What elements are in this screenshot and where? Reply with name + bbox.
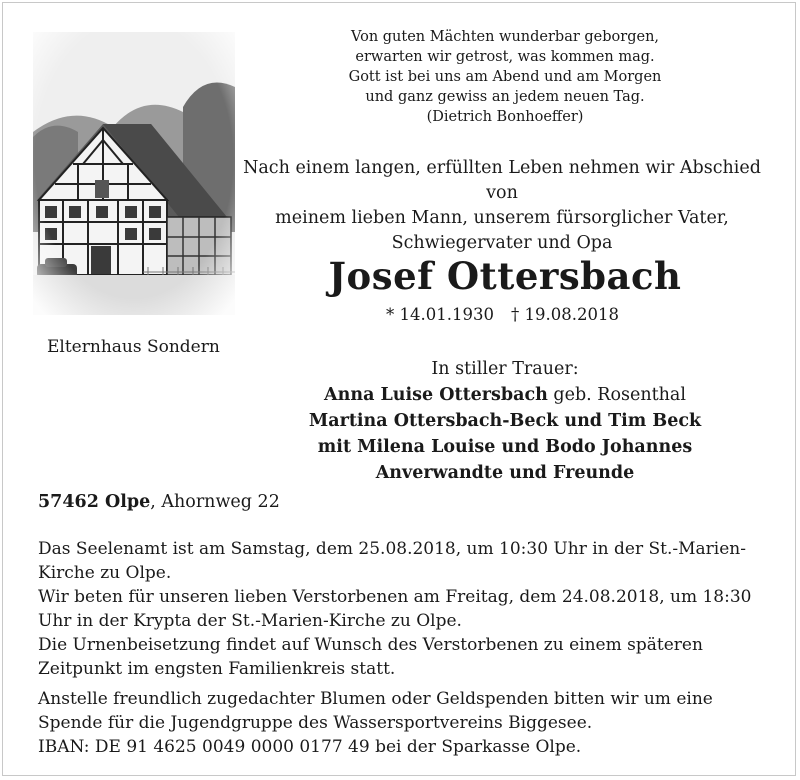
intro-line: Schwiegervater und Opa (391, 233, 613, 253)
mourner-widow-maiden: geb. Rosenthal (547, 385, 686, 405)
address-city: 57462 Olpe (38, 492, 151, 512)
mourners-heading: In stiller Trauer: (431, 359, 579, 379)
poem-line: und ganz gewiss an jedem neuen Tag. (365, 89, 645, 105)
deceased-name: Josef Ottersbach (328, 254, 682, 298)
mourner-line: mit Milena Louise und Bodo Johannes (317, 437, 693, 457)
mourner-widow-name: Anna Luise Ottersbach (324, 385, 548, 405)
donation-line: Anstelle freundlich zugedachter Blumen oder Geldspenden bitten wir um eine Spende für die Jugendgruppe des Wassersportvereins Biggesee. (38, 689, 713, 733)
death-date: † 19.08.2018 (511, 305, 619, 324)
mourner-line (280, 382, 730, 408)
intro-line: Nach einem langen, erfüllten Leben nehmen wir Abschied von (243, 158, 761, 203)
mourner-line: Anverwandte und Freunde (375, 463, 635, 483)
photo-caption: Elternhaus Sondern (47, 337, 220, 357)
mourner-line: Martina Ottersbach-Beck und Tim Beck (308, 411, 702, 431)
service-paragraph: Die Urnenbeisetzung findet auf Wunsch des Verstorbenen zu einem späteren Zeitpunkt im engsten Familienkreis statt. (38, 635, 703, 679)
address-street: , Ahornweg 22 (150, 492, 280, 512)
service-details (38, 537, 773, 681)
poem-line: Gott ist bei uns am Abend und am Morgen (348, 69, 662, 85)
family-address (38, 492, 280, 512)
house-photo (33, 32, 235, 315)
service-paragraph: Das Seelenamt ist am Samstag, dem 25.08.2018, um 10:30 Uhr in der St.-Marien-Kirche zu Olpe. (38, 539, 746, 583)
farewell-intro (242, 156, 762, 256)
donation-note (38, 687, 773, 759)
poem-author: (Dietrich Bonhoeffer) (426, 109, 584, 125)
poem-line: erwarten wir getrost, was kommen mag. (355, 49, 655, 65)
poem-line: Von guten Mächten wunderbar geborgen, (350, 29, 660, 45)
iban-line: IBAN: DE 91 4625 0049 0000 0177 49 bei der Sparkasse Olpe. (38, 737, 582, 757)
mourners-list (280, 356, 730, 486)
intro-line: meinem lieben Mann, unserem fürsorglicher Vater, (275, 208, 729, 228)
service-paragraph: Wir beten für unseren lieben Verstorbenen am Freitag, dem 24.08.2018, um 18:30 Uhr in der Krypta der St.-Marien-Kirche zu Olpe. (38, 587, 752, 631)
poem-quote (300, 27, 710, 127)
birth-date: * 14.01.1930 (386, 305, 494, 324)
